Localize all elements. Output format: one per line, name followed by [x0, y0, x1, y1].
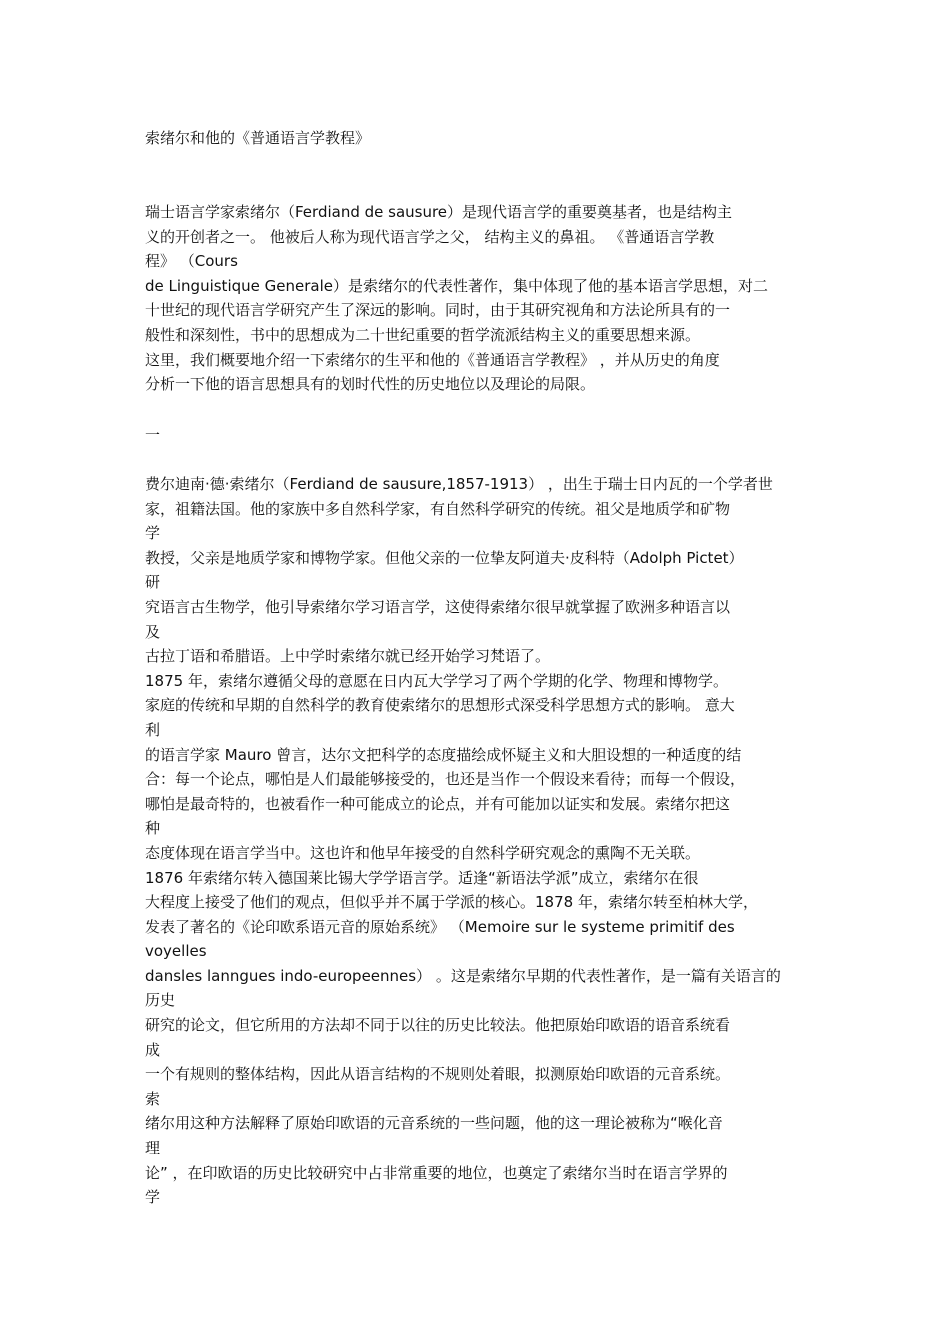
- text-line: 历史: [145, 991, 176, 1010]
- text-line: 索: [145, 1089, 161, 1108]
- text-line: 般性和深刻性，书中的思想成为二十世纪重要的哲学流派结构主义的重要思想来源。: [145, 325, 701, 344]
- text-line: 论” ，在印欧语的历史比较研究中占非常重要的地位，也奠定了索绪尔当时在语言学界的: [145, 1163, 728, 1182]
- text-line: 1875 年，索绪尔遵循父母的意愿在日内瓦大学学习了两个学期的化学、物理和博物学。: [145, 671, 728, 690]
- text-line: 理: [145, 1139, 161, 1158]
- text-line: de Linguistique Generale）是索绪尔的代表性著作，集中体现了他的基本语言学思想，对二: [145, 276, 768, 295]
- text-line: 研究的论文，但它所用的方法却不同于以往的历史比较法。他把原始印欧语的语音系统看: [145, 1016, 731, 1035]
- text-line: dansles lanngues indo-europeennes） 。这是索绪尔早期的代表性著作，是一篇有关语言的: [145, 966, 781, 985]
- text-line: 程》 （Cours: [145, 252, 238, 271]
- text-line: 利: [145, 720, 161, 739]
- text-line: 的语言学家 Mauro 曾言，达尔文把科学的态度描绘成怀疑主义和大胆设想的一种适度的结: [145, 745, 742, 764]
- text-line: 这里，我们概要地介绍一下索绪尔的生平和他的《普通语言学教程》 ，并从历史的角度: [145, 350, 720, 369]
- text-line: 学: [145, 1188, 161, 1207]
- text-line: 发表了著名的《论印欧系语元音的原始系统》 （Memoire sur le systeme primitif des: [145, 917, 735, 936]
- intro-paragraph: [145, 200, 810, 397]
- text-line: 研: [145, 573, 161, 592]
- text-line: 大程度上接受了他们的观点，但似乎并不属于学派的核心。1878 年，索绪尔转至柏林大学，: [145, 893, 758, 912]
- text-line: 教授，父亲是地质学家和博物学家。但他父亲的一位挚友阿道夫·皮科特（Adolph Pictet）: [145, 548, 744, 567]
- text-line: 义的开创者之一。 他被后人称为现代语言学之父， 结构主义的鼻祖。 《普通语言学教: [145, 227, 715, 246]
- text-line: voyelles: [145, 942, 207, 961]
- text-line: 费尔迪南·德·索绪尔（Ferdiand de sausure,1857-1913） ，出生于瑞士日内瓦的一个学者世: [145, 475, 773, 493]
- text-line: 家庭的传统和早期的自然科学的教育使索绪尔的思想形式深受科学思想方式的影响。 意大: [145, 696, 735, 715]
- text-line: 瑞士语言学家索绪尔（Ferdiand de sausure）是现代语言学的重要奠基者，也是结构主: [145, 203, 733, 221]
- body-paragraph: [145, 472, 810, 1210]
- text-line: 古拉丁语和希腊语。上中学时索绪尔就已经开始学习梵语了。: [145, 647, 551, 666]
- text-line: 十世纪的现代语言学研究产生了深远的影响。同时，由于其研究视角和方法论所具有的一: [145, 301, 731, 320]
- text-line: 成: [145, 1040, 161, 1059]
- section-number: 一: [145, 426, 161, 444]
- document-title: 索绪尔和他的《普通语言学教程》: [145, 129, 371, 147]
- text-line: 哪怕是最奇特的，也被看作一种可能成立的论点，并有可能加以证实和发展。索绪尔把这: [145, 794, 731, 813]
- text-line: 一个有规则的整体结构，因此从语言结构的不规则处着眼，拟测原始印欧语的元音系统。: [145, 1065, 731, 1084]
- text-line: 分析一下他的语言思想具有的划时代性的历史地位以及理论的局限。: [145, 375, 596, 394]
- text-line: 究语言古生物学，他引导索绪尔学习语言学，这使得索绪尔很早就掌握了欧洲多种语言以: [145, 597, 731, 616]
- text-line: 学: [145, 524, 161, 543]
- text-line: 种: [145, 819, 161, 838]
- text-line: 及: [145, 622, 161, 641]
- text-line: 1876 年索绪尔转入德国莱比锡大学学语言学。适逢“新语法学派”成立，索绪尔在很: [145, 868, 699, 887]
- text-line: 态度体现在语言学当中。这也许和他早年接受的自然科学研究观念的熏陶不无关联。: [145, 843, 701, 862]
- text-line: 家，祖籍法国。他的家族中多自然科学家，有自然科学研究的传统。祖父是地质学和矿物: [145, 499, 731, 518]
- text-line: 合：每一个论点，哪怕是人们最能够接受的，也还是当作一个假设来看待；而每一个假设，: [145, 770, 746, 789]
- text-line: 绪尔用这种方法解释了原始印欧语的元音系统的一些问题，他的这一理论被称为“喉化音: [145, 1114, 723, 1133]
